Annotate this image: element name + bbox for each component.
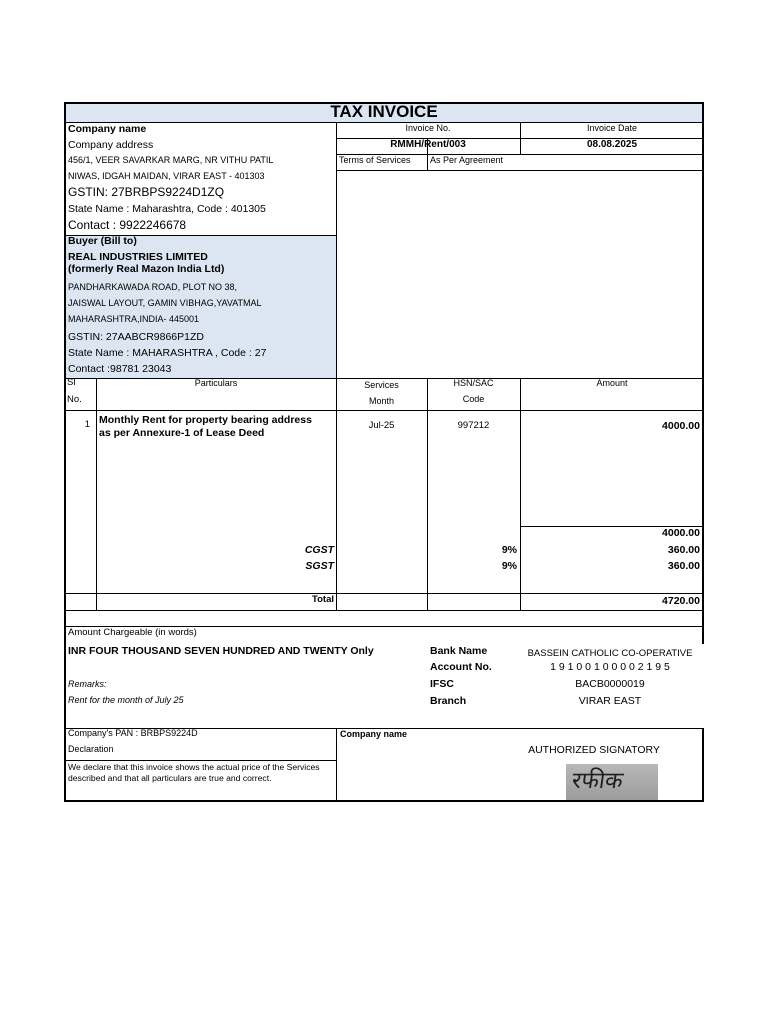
invoice-title: TAX INVOICE <box>330 102 438 121</box>
header-services-line-2: Month <box>368 396 394 406</box>
buyer-address-line-2: JAISWAL LAYOUT, GAMIN VIBHAG,YAVATMAL <box>68 298 262 308</box>
ifsc-label: IFSC <box>430 678 454 690</box>
invoice-no-value: RMMH/Rent/003 <box>390 139 466 150</box>
seller-address-line-1: 456/1, VEER SAVARKAR MARG, NR VITHU PATIL <box>68 155 274 165</box>
item-sl: 1 <box>84 419 90 430</box>
buyer-address-line-1: PANDHARKAWADA ROAD, PLOT NO 38, <box>68 282 238 292</box>
company-pan: Company's PAN : BRBPS9224D <box>68 728 198 738</box>
words-value: INR FOUR THOUSAND SEVEN HUNDRED AND TWENTY Only <box>68 645 374 657</box>
signature-image <box>566 764 658 800</box>
tax-invoice <box>64 102 704 802</box>
remarks-label: Remarks: <box>68 679 107 689</box>
ifsc-value: BACB0000019 <box>575 678 645 690</box>
header-sl-line-2: No. <box>67 394 82 405</box>
sgst-amount: 360.00 <box>667 560 700 572</box>
sgst-label: SGST <box>305 560 334 572</box>
authorized-signatory: AUTHORIZED SIGNATORY <box>528 744 660 756</box>
remarks-value: Rent for the month of July 25 <box>68 695 184 705</box>
account-label: Account No. <box>430 661 492 673</box>
seller-gstin: GSTIN: 27BRBPS9224D1ZQ <box>68 185 225 199</box>
terms-value: As Per Agreement <box>430 155 504 165</box>
invoice-date-label: Invoice Date <box>586 123 638 133</box>
bank-name-value: BASSEIN CATHOLIC CO-OPERATIVE <box>527 648 693 659</box>
footer-company-label: Company name <box>340 729 408 739</box>
header-services-line-1: Services <box>364 380 399 390</box>
invoice-date-value: 08.08.2025 <box>586 139 638 150</box>
item-month: Jul-25 <box>368 420 395 431</box>
seller-name-label: Company name <box>68 123 147 135</box>
buyer-name: REAL INDUSTRIES LIMITED <box>68 251 208 263</box>
total-label: Total <box>312 594 334 605</box>
header-sl-line-1: Sl <box>67 377 76 388</box>
seller-contact: Contact : 9922246678 <box>68 218 187 232</box>
terms-label: Terms of Services <box>339 155 411 165</box>
signature-text: रफीक <box>570 768 625 794</box>
bank-name-label: Bank Name <box>430 645 488 657</box>
seller-state: State Name : Maharashtra, Code : 401305 <box>68 203 266 215</box>
item-amount: 4000.00 <box>662 420 700 432</box>
buyer-state: State Name : MAHARASHTRA , Code : 27 <box>68 347 267 359</box>
header-amount: Amount <box>596 378 628 388</box>
subtotal-amount: 4000.00 <box>662 527 700 539</box>
buyer-gstin: GSTIN: 27AABCR9866P1ZD <box>68 331 204 343</box>
words-label: Amount Chargeable (in words) <box>68 627 197 638</box>
cgst-amount: 360.00 <box>667 544 700 556</box>
buyer-former-name: (formerly Real Mazon India Ltd) <box>68 263 225 275</box>
branch-label: Branch <box>430 695 467 707</box>
total-amount: 4720.00 <box>662 595 700 607</box>
buyer-contact: Contact :98781 23043 <box>68 363 172 375</box>
sgst-rate: 9% <box>501 560 517 572</box>
header-particulars: Particulars <box>194 378 238 388</box>
declaration-label: Declaration <box>68 744 114 754</box>
account-value: 1 9 1 0 0 1 0 0 0 0 2 1 9 5 <box>550 661 670 673</box>
declaration-text: We declare that this invoice shows the actual price of the Services described and that all particulars are true and correct. <box>68 762 320 783</box>
buyer-heading: Buyer (Bill to) <box>68 235 137 247</box>
header-hsn-line-1: HSN/SAC <box>453 378 494 388</box>
seller-address-line-2: NIWAS, IDGAH MAIDAN, VIRAR EAST - 401303 <box>68 171 265 181</box>
item-description-line-2: as per Annexure-1 of Lease Deed <box>99 427 265 439</box>
cgst-rate: 9% <box>501 544 517 556</box>
branch-value: VIRAR EAST <box>578 695 642 707</box>
invoice-no-label: Invoice No. <box>405 123 451 133</box>
item-hsn: 997212 <box>457 420 490 431</box>
item-description-line-1: Monthly Rent for property bearing address <box>99 414 312 426</box>
seller-address-label: Company address <box>68 139 154 151</box>
header-hsn-line-2: Code <box>462 394 485 404</box>
cgst-label: CGST <box>304 544 334 556</box>
buyer-address-line-3: MAHARASHTRA,INDIA- 445001 <box>68 314 200 324</box>
